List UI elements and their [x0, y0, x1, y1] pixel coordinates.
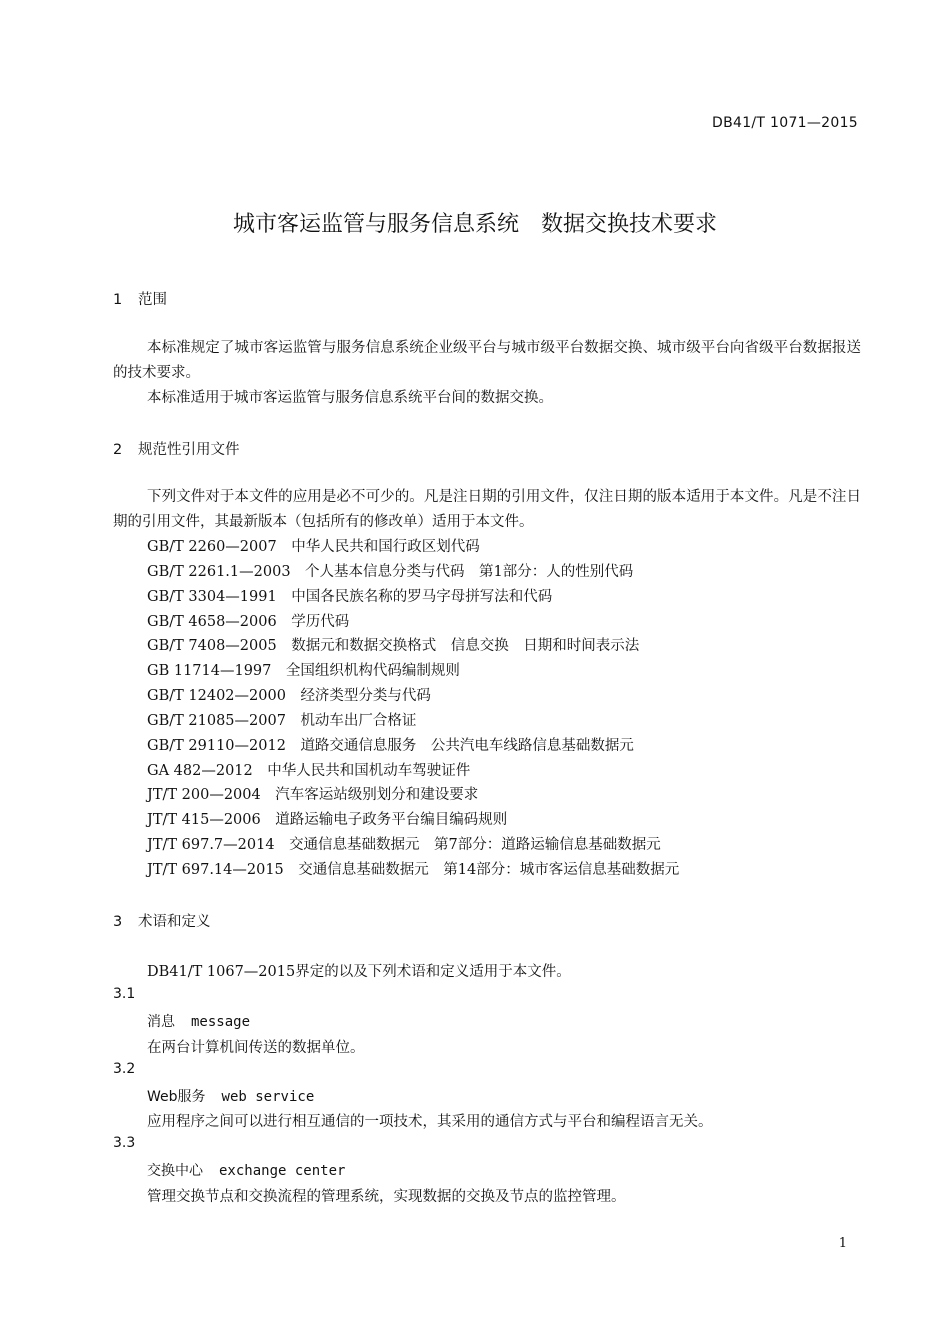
- term-english: message: [191, 1014, 251, 1030]
- reference-code: JT/T 415—2006: [147, 812, 261, 829]
- term-english: exchange center: [219, 1163, 346, 1179]
- reference-title: 机动车出厂合格证: [300, 712, 417, 729]
- reference-code: GB/T 21085—2007: [147, 712, 286, 729]
- term-entry: [147, 1011, 250, 1031]
- term-chinese: Web服务: [147, 1089, 206, 1105]
- term-definition: 在两台计算机间传送的数据单位。: [147, 1040, 365, 1056]
- reference-code: JT/T 200—2004: [147, 787, 261, 804]
- reference-list: [147, 535, 679, 883]
- reference-code: JT/T 697.7—2014: [147, 837, 275, 854]
- reference-item: [147, 783, 679, 808]
- section-3-intro: DB41/T 1067—2015界定的以及下列术语和定义适用于本文件。: [147, 964, 571, 980]
- reference-code: JT/T 697.14—2015: [147, 861, 284, 878]
- reference-item: [147, 808, 679, 833]
- reference-title: 个人基本信息分类与代码 第1部分：人的性别代码: [305, 563, 634, 580]
- reference-code: GB/T 12402—2000: [147, 688, 286, 705]
- reference-title: 学历代码: [291, 613, 350, 630]
- clause-number: 3.3: [113, 1135, 136, 1151]
- section-1-title: 范围: [138, 292, 167, 308]
- reference-title: 汽车客运站级别划分和建设要求: [275, 787, 479, 804]
- section-1-heading: [113, 288, 167, 309]
- reference-title: 中华人民共和国行政区划代码: [291, 539, 480, 555]
- reference-code: GB/T 2260—2007: [147, 539, 277, 555]
- document-title: 城市客运监管与服务信息系统 数据交换技术要求: [232, 212, 717, 237]
- term-english: web service: [221, 1089, 315, 1105]
- term-entry: [147, 1086, 314, 1106]
- term-entry: [147, 1160, 345, 1180]
- reference-item: [147, 709, 679, 734]
- reference-code: GB/T 29110—2012: [147, 737, 286, 754]
- section-2-title: 规范性引用文件: [138, 442, 240, 458]
- page-number: 1: [838, 1236, 847, 1251]
- section-3-title: 术语和定义: [138, 914, 211, 930]
- reference-item: [147, 734, 679, 759]
- term-chinese: 消息: [147, 1014, 175, 1030]
- reference-title: 数据元和数据交换格式 信息交换 日期和时间表示法: [291, 638, 640, 655]
- reference-item: [147, 585, 679, 610]
- reference-title: 中国各民族名称的罗马字母拼写法和代码: [291, 588, 553, 605]
- reference-title: 全国组织机构代码编制规则: [285, 663, 460, 680]
- reference-item: [147, 858, 679, 883]
- reference-code: GB/T 3304—1991: [147, 588, 277, 605]
- section-3-number: 3: [113, 914, 123, 930]
- section-2-intro: 下列文件对于本文件的应用是必不可少的。凡是注日期的引用文件，仅注日期的版本适用于本文件。凡是不注日期的引用文件，其最新版本（包括所有的修改单）适用于本文件。: [113, 489, 861, 530]
- reference-item: [147, 659, 679, 684]
- reference-code: GA 482—2012: [147, 762, 253, 779]
- reference-item: [147, 833, 679, 858]
- clause-number: 3.1: [113, 986, 136, 1002]
- reference-item: [147, 610, 679, 635]
- term-definition: 应用程序之间可以进行相互通信的一项技术，其采用的通信方式与平台和编程语言无关。: [147, 1114, 713, 1130]
- reference-item: [147, 634, 679, 659]
- reference-code: GB/T 4658—2006: [147, 613, 277, 630]
- reference-title: 经济类型分类与代码: [300, 688, 431, 705]
- reference-code: GB/T 7408—2005: [147, 638, 277, 655]
- term-chinese: 交换中心: [147, 1163, 203, 1179]
- clause-number: 3.2: [113, 1061, 136, 1077]
- reference-title: 交通信息基础数据元 第14部分：城市客运信息基础数据元: [298, 861, 680, 878]
- section-1-number: 1: [113, 292, 123, 308]
- section-2-number: 2: [113, 442, 123, 458]
- reference-code: GB/T 2261.1—2003: [147, 563, 291, 580]
- standard-code: DB41/T 1071—2015: [712, 115, 858, 131]
- reference-title: 中华人民共和国机动车驾驶证件: [267, 762, 471, 779]
- term-definition: 管理交换节点和交换流程的管理系统，实现数据的交换及节点的监控管理。: [147, 1189, 626, 1205]
- reference-title: 道路运输电子政务平台编目编码规则: [275, 812, 508, 829]
- reference-title: 交通信息基础数据元 第7部分：道路运输信息基础数据元: [289, 837, 661, 854]
- section-3-heading: [113, 910, 211, 931]
- section-2-heading: [113, 438, 240, 459]
- reference-item: [147, 759, 679, 784]
- reference-item: [147, 560, 679, 585]
- reference-item: [147, 684, 679, 709]
- reference-title: 道路交通信息服务 公共汽电车线路信息基础数据元: [300, 737, 634, 754]
- section-1-paragraph-1: 本标准规定了城市客运监管与服务信息系统企业级平台与城市级平台数据交换、城市级平台向省级平台数据报送的技术要求。: [113, 340, 861, 381]
- section-1-paragraph-2: 本标准适用于城市客运监管与服务信息系统平台间的数据交换。: [147, 390, 553, 406]
- reference-item: [147, 535, 679, 560]
- reference-code: GB 11714—1997: [147, 663, 272, 680]
